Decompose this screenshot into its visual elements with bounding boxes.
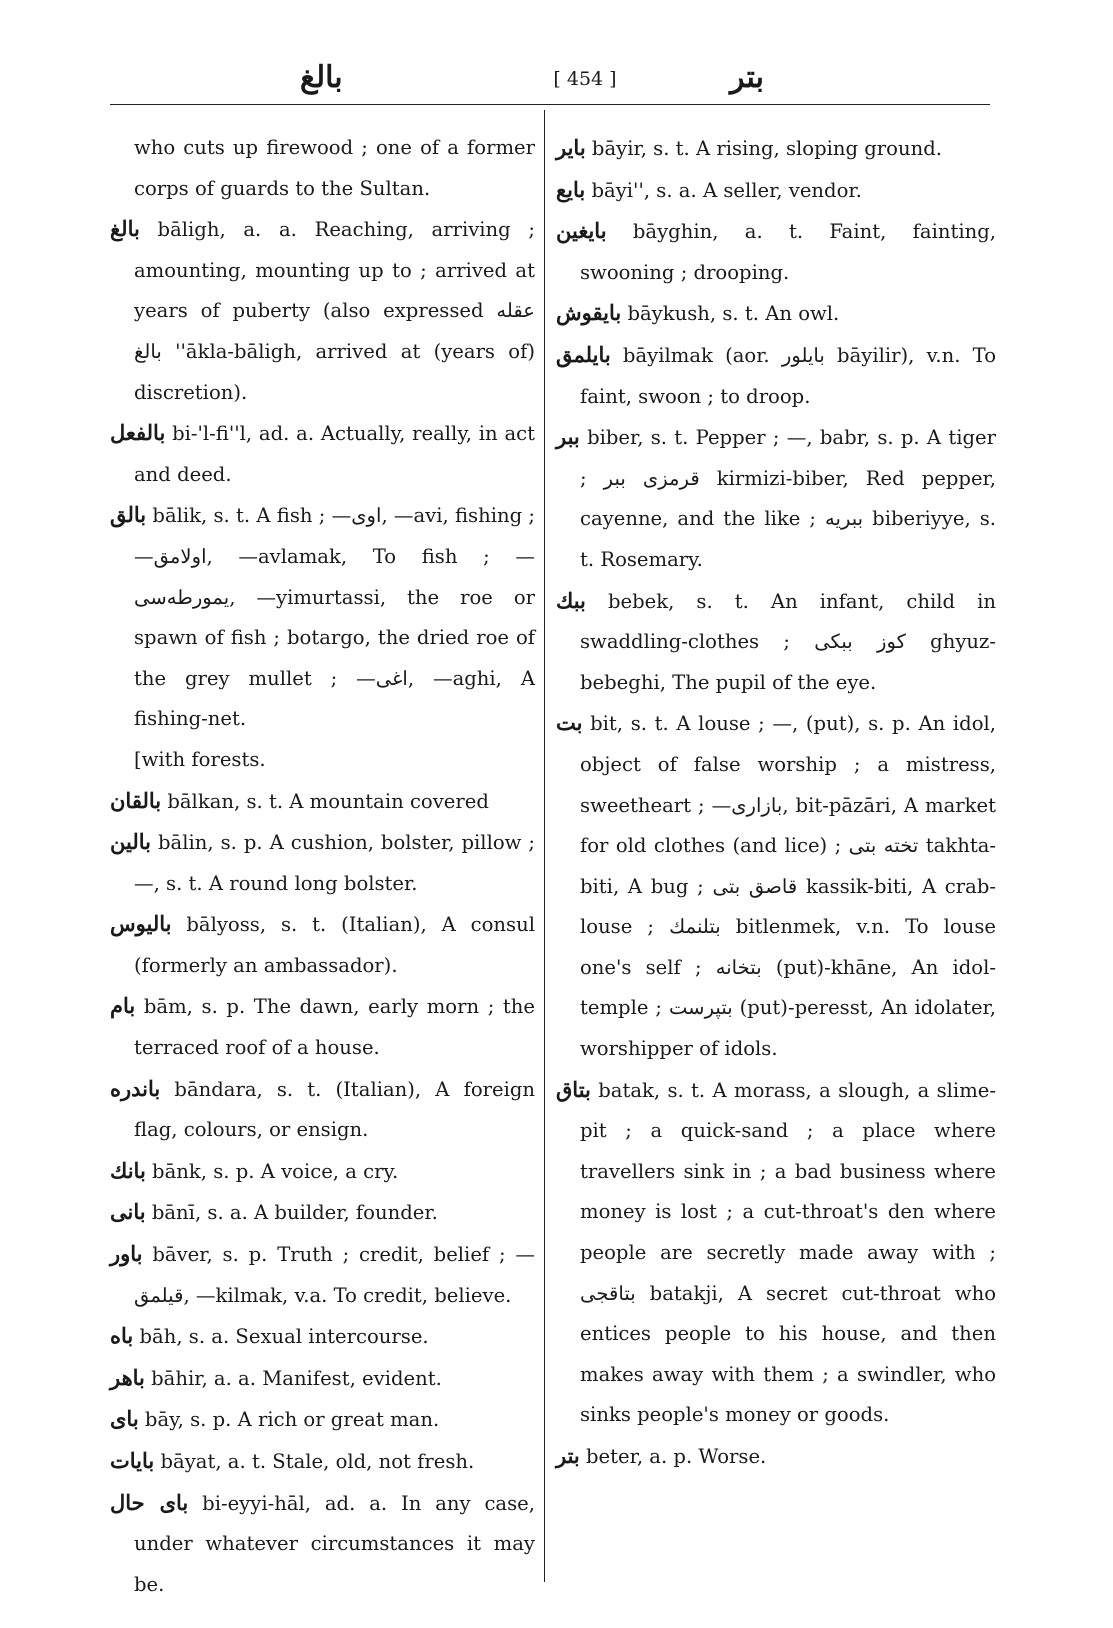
dictionary-entry (110, 1358, 535, 1400)
entry-definition: beter, a. p. Worse. (586, 1445, 767, 1468)
dictionary-entry (556, 417, 996, 580)
entry-arabic-headword: بالقان (110, 787, 162, 813)
entry-arabic-headword: بت (556, 710, 583, 736)
entry-definition: bāyghin, a. t. Faint, fainting, swooning ; drooping. (580, 220, 997, 284)
dictionary-entry (110, 822, 535, 904)
dictionary-entry (556, 128, 996, 170)
dictionary-entry (110, 740, 535, 781)
entry-definition: batak, s. t. A morass, a slough, a slime-pit ; a quick-sand ; a place where travellers sink in ; a bad business where money is lost ; a cut-throat's den where people are secretly made away with ; بتاقجی batakji, A secret cut-throat who entices people to his house, and then makes away with them ; a swindler, who sinks people's money or goods. (580, 1078, 996, 1427)
entry-definition: bāhir, a. a. Manifest, evident. (151, 1366, 442, 1390)
entry-definition: bāyir, s. t. A rising, sloping ground. (591, 137, 942, 160)
entry-definition: bāndara, s. t. (Italian), A foreign flag, colours, or ensign. (134, 1077, 536, 1142)
entry-arabic-headword: باندره (110, 1075, 161, 1101)
page-header (110, 58, 990, 105)
entry-arabic-headword: بالغ (110, 216, 140, 242)
entry-arabic-headword: بالفعل (110, 420, 166, 446)
dictionary-entry (556, 170, 996, 212)
dictionary-entry (110, 1316, 535, 1358)
entry-arabic-headword: بای حال (110, 1489, 189, 1515)
header-right-headword: بتر (730, 60, 764, 95)
dictionary-entry (110, 1234, 535, 1316)
entry-definition: bām, s. p. The dawn, early morn ; the terraced roof of a house. (134, 995, 536, 1060)
left-column (110, 128, 535, 1605)
entry-arabic-headword: بایات (110, 1448, 155, 1473)
entry-definition: bālik, s. t. A fish ; —اوی, —avi, fishing ; —اولامق, —avlamak, To fish ; —یمورطه‌سی, —yimurtassi, the roe or spawn of fish ; botargo, the dried roe of the grey mullet ; —اغی, —aghi, A fishing-net. (134, 504, 536, 731)
dictionary-entry (556, 581, 996, 704)
entry-arabic-headword: باه (110, 1323, 134, 1349)
entry-definition: bāy, s. p. A rich or great man. (144, 1408, 440, 1432)
entry-arabic-headword: بام (110, 993, 136, 1019)
column-divider (544, 110, 545, 1582)
entry-definition: bebek, s. t. An infant, child in swaddling-clothes ; كوز ببكی ghyuz-bebeghi, The pupil of the eye. (580, 589, 997, 694)
entry-definition: bit, s. t. A louse ; —, (put), s. p. An idol, object of false worship ; a mistress, sweetheart ; —بازاری, bit-pāzāri, A market for old clothes (and lice) ; تخته بتی takhta-biti, A bug ; قاصق بتی kassik-biti, A crab-louse ; بتلنمك bitlenmek, v.n. To louse one's self ; بتخانه (put)-khāne, An idol-temple ; بتپرست (put)-peresst, An idolater, worshipper of idols. (580, 712, 996, 1061)
dictionary-entry (556, 703, 996, 1069)
dictionary-entry (110, 209, 535, 413)
dictionary-entry (556, 335, 996, 417)
entry-definition: bāligh, a. a. Reaching, arriving ; amounting, mounting up to ; arrived at years of puberty (also expressed عقله بالغ ''ākla-bāligh, arrived at (years of) discretion). (134, 218, 536, 404)
right-column (556, 128, 996, 1478)
entry-definition: bālin, s. p. A cushion, bolster, pillow ; —, s. t. A round long bolster. (134, 831, 535, 895)
entry-arabic-headword: بای (110, 1406, 139, 1432)
entry-arabic-headword: بایلمق (556, 341, 611, 367)
dictionary-entry (110, 1399, 535, 1441)
dictionary-entry (110, 1151, 535, 1193)
dictionary-entry (110, 781, 535, 823)
entry-arabic-headword: بالق (110, 502, 147, 528)
dictionary-entry (110, 1192, 535, 1234)
entry-arabic-headword: بتاق (556, 1076, 591, 1102)
dictionary-entry (556, 1070, 996, 1436)
dictionary-entry (556, 211, 996, 293)
entry-definition: bālyoss, s. t. (Italian), A consul (formerly an ambassador). (134, 913, 535, 977)
entry-definition: bāykush, s. t. An owl. (627, 302, 840, 326)
entry-arabic-headword: باهر (110, 1364, 145, 1390)
entry-definition: bāyi'', s. a. A seller, vendor. (591, 178, 862, 202)
entry-definition: bāver, s. p. Truth ; credit, belief ; —قیلمق, —kilmak, v.a. To credit, believe. (134, 1243, 536, 1307)
entry-definition: bāyilmak (aor. بایلور bāyilir), v.n. To faint, swoon ; to droop. (580, 343, 996, 408)
entry-definition: bi-'l-fi''l, ad. a. Actually, really, in act and deed. (134, 422, 535, 486)
dictionary-entry (556, 293, 996, 335)
entry-definition: bānī, s. a. A builder, founder. (151, 1201, 438, 1225)
entry-arabic-headword: بایر (556, 135, 586, 160)
dictionary-entry (110, 495, 535, 740)
header-left-headword: بالغ (300, 60, 343, 95)
entry-arabic-headword: بایع (556, 176, 586, 202)
entry-definition: bāh, s. a. Sexual intercourse. (139, 1325, 429, 1349)
dictionary-entry (110, 413, 535, 495)
entry-arabic-headword: بایقوش (556, 300, 622, 326)
entry-definition: biber, s. t. Pepper ; —, babr, s. p. A tiger ; قرمزی ببر kirmizi-biber, Red pepper, cayenne, and the like ; ببریه biberiyye, s. t. Rosemary. (580, 426, 997, 571)
entry-definition: bāyat, a. t. Stale, old, not fresh. (160, 1450, 475, 1473)
entry-arabic-headword: باور (110, 1241, 143, 1267)
entry-arabic-headword: بتر (556, 1443, 580, 1468)
dictionary-entry (110, 128, 535, 209)
dictionary-entry (556, 1436, 996, 1478)
entry-definition: bi-eyyi-hāl, ad. a. In any case, under whatever circumstances it may be. (134, 1491, 535, 1596)
entry-definition: bālkan, s. t. A mountain covered (167, 789, 489, 813)
entry-definition: [with forests. (134, 747, 266, 771)
dictionary-entry (110, 986, 535, 1068)
entry-arabic-headword: ببك (556, 587, 586, 613)
entry-definition: bānk, s. p. A voice, a cry. (152, 1159, 399, 1183)
entry-arabic-headword: بالین (110, 829, 151, 855)
entry-arabic-headword: بالیوس (110, 911, 172, 937)
dictionary-entry (110, 1441, 535, 1483)
page-number: [ 454 ] (553, 68, 617, 90)
entry-definition: who cuts up firewood ; one of a former corps of guards to the Sultan. (134, 136, 535, 200)
entry-arabic-headword: ببر (556, 424, 580, 450)
entry-arabic-headword: بانی (110, 1199, 146, 1225)
dictionary-entry (110, 1483, 535, 1606)
entry-arabic-headword: بایغین (556, 218, 607, 244)
dictionary-entry (110, 904, 535, 986)
entry-arabic-headword: بانك (110, 1157, 146, 1183)
dictionary-entry (110, 1069, 535, 1151)
